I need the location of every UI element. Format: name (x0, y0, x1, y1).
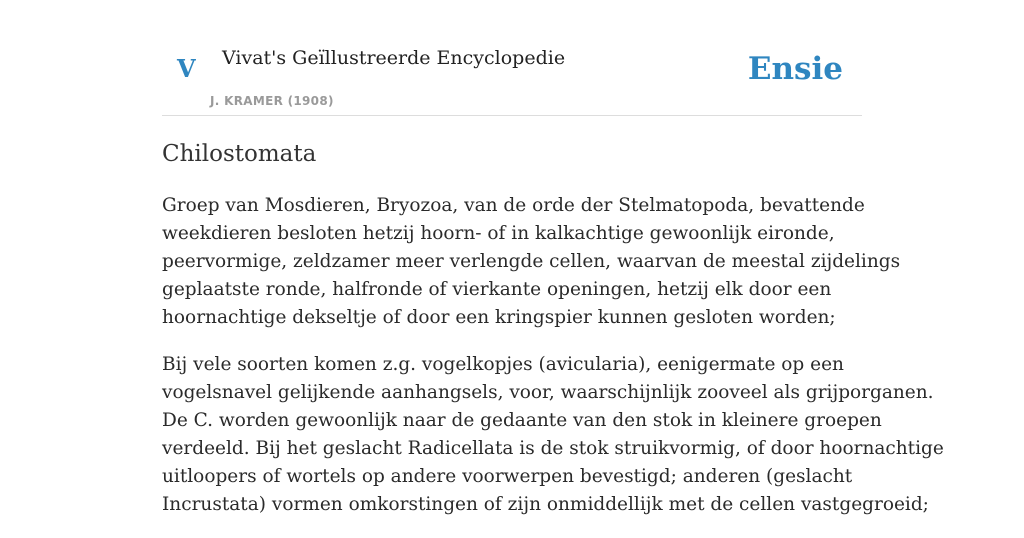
source-logo[interactable]: V (177, 54, 196, 83)
paragraph-line: uitloopers of wortels op andere voorwerpen bevestigd; anderen (geslacht (162, 466, 853, 487)
paragraph-line: peervormige, zeldzamer meer verlengde cellen, waarvan de meestal zijdelings (162, 251, 901, 272)
paragraph-line: Incrustata) vormen omkorstingen of zijn onmiddellijk met de cellen vastgegroeid; (162, 494, 929, 515)
article-body (162, 192, 944, 538)
paragraph-line: weekdieren besloten hetzij hoorn- of in kalkachtige gewoonlijk eironde, (162, 223, 835, 244)
paragraph-line: Groep van Mosdieren, Bryozoa, van de orde der Stelmatopoda, bevattende (162, 195, 865, 216)
source-header (162, 0, 862, 116)
paragraph-line: De C. worden gewoonlijk naar de gedaante van den stok in kleinere groepen (162, 410, 882, 431)
paragraph-line: hoornachtige dekseltje of door een kringspier kunnen gesloten worden; (162, 307, 836, 328)
page (162, 0, 944, 515)
paragraph-line: verdeeld. Bij het geslacht Radicellata is de stok struikvormig, of door hoornachtige (162, 438, 944, 459)
paragraph (162, 351, 944, 519)
paragraph (162, 192, 901, 332)
article-title: Chilostomata (162, 141, 317, 167)
source-author: J. KRAMER (1908) (210, 94, 334, 108)
brand-logo[interactable]: Ensie (747, 51, 843, 87)
paragraph-line: geplaatste ronde, halfronde of vierkante openingen, hetzij elk door een (162, 279, 832, 300)
paragraph-line: vogelsnavel gelijkende aanhangsels, voor, waarschijnlijk zooveel als grijporganen. (162, 382, 934, 403)
source-title[interactable]: Vivat's Geïllustreerde Encyclopedie (222, 47, 566, 69)
paragraph-line: Bij vele soorten komen z.g. vogelkopjes (avicularia), eenigermate op een (162, 354, 844, 375)
